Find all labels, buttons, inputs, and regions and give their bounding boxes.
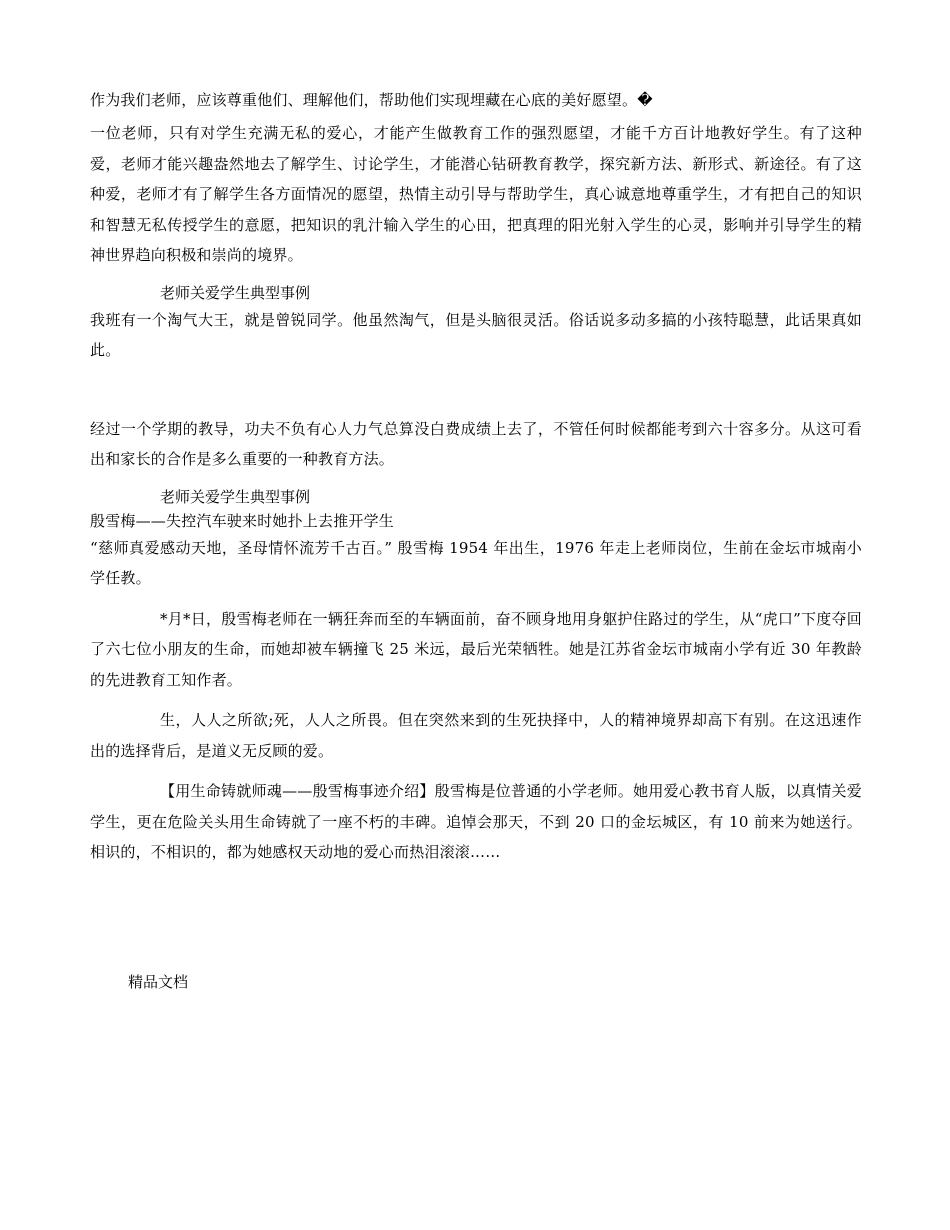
paragraph-2: 一位老师，只有对学生充满无私的爱心，才能产生做教育工作的强烈愿望，才能千方百计地教好学生。有了这种爱，老师才能兴趣盎然地去了解学生、讨论学生，才能潜心钻研教育教学，探究新方法、新形式、新途径。有了这种爱，老师才有了解学生各方面情况的愿望，热情主动引导与帮助学生，真心诚意地尊重学生，才有把自己的知识和智慧无私传授学生的意愿，把知识的乳汁输入学生的心田，把真理的阳光射入学生的心灵，影响并引导学生的精神世界趋向积极和崇尚的境界。 [90, 124, 862, 264]
story-subtitle: 殷雪梅——失控汽车驶来时她扑上去推开学生 [90, 511, 395, 530]
document-body [90, 88, 862, 868]
footer-label: 精品文档 [128, 973, 189, 991]
paragraph-5: “慈师真爱感动天地，圣母情怀流芳千古百。” 殷雪梅 1954 年出生，1976 年走上老师岗位，生前在金坛市城南小学任教。 [90, 538, 862, 587]
paragraph-6: *月*日，殷雪梅老师在一辆狂奔而至的车辆面前，奋不顾身地用身躯护住路过的学生，从“虎口”下度夺回了六七位小朋友的生命，而她却被车辆撞飞 25 米远，最后光荣牺牲。她是江苏省金坛市城南小学有近 30 年教龄的先进教育工知作者。 [90, 609, 862, 689]
paragraph-3: 我班有一个淘气大王，就是曾锐同学。他虽然淘气，但是头脑很灵活。俗话说多动多搞的小孩特聪慧，此话果真如此。 [90, 310, 862, 359]
paragraph-7: 生，人人之所欲;死，人人之所畏。但在突然来到的生死抉择中，人的精神境界却高下有别。在这迅速作出的选择背后，是道义无反顾的爱。 [90, 711, 862, 760]
paragraph-4: 经过一个学期的教导，功夫不负有心人力气总算没白费成绩上去了，不管任何时候都能考到六十容多分。从这可看出和家长的合作是多么重要的一种教育方法。 [90, 419, 862, 468]
section-heading-1: 老师关爱学生典型事例 [160, 283, 311, 302]
paragraph-1: 作为我们老师，应该尊重他们、理解他们，帮助他们实现埋藏在心底的美好愿望。� [90, 91, 653, 109]
section-heading-2: 老师关爱学生典型事例 [160, 487, 311, 506]
paragraph-8: 【用生命铸就师魂——殷雪梅事迹介绍】殷雪梅是位普通的小学老师。她用爱心教书育人版，以真情关爱学生，更在危险关头用生命铸就了一座不朽的丰碑。追悼会那天，不到 20 口的金坛城区，有 10 前来为她送行。相识的，不相识的，都为她感权天动地的爱心而热泪滚滚…… [90, 782, 862, 861]
